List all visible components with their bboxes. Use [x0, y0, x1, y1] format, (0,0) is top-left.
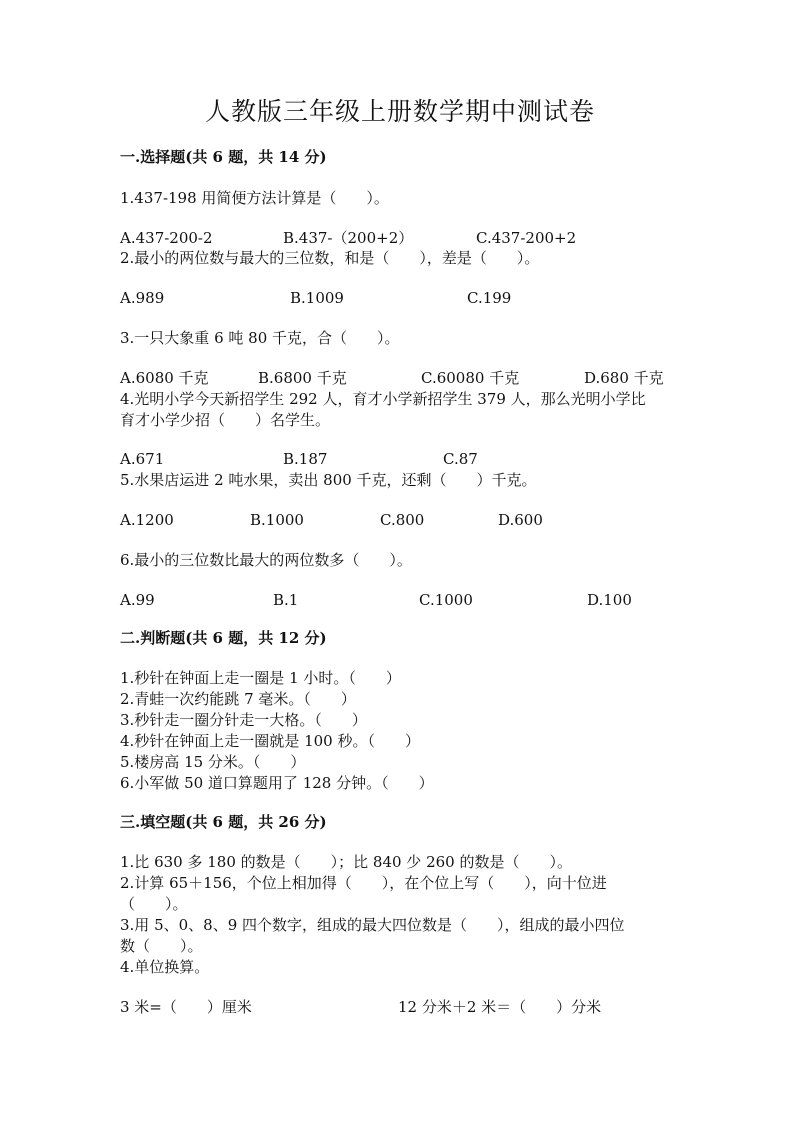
question-2: 2.最小的两位数与最大的三位数，和是（ ），差是（ ）。 — [120, 249, 540, 267]
q6-option-c: C.1000 — [419, 591, 473, 609]
q4-option-c: C.87 — [443, 450, 478, 468]
q4-option-b: B.187 — [283, 450, 328, 468]
question-1: 1.437-198 用简便方法计算是（ ）。 — [120, 189, 389, 207]
question-6: 6.最小的三位数比最大的两位数多（ ）。 — [120, 551, 412, 569]
judge-item-1: 1.秒针在钟面上走一圈是 1 小时。（ ） — [120, 669, 401, 687]
fill-line-1: 1.比 630 多 180 的数是（ ）；比 840 少 260 的数是（ ）。 — [120, 853, 572, 871]
q3-option-a: A.6080 千克 — [120, 369, 209, 387]
q6-option-b: B.1 — [273, 591, 299, 609]
q2-option-c: C.199 — [467, 289, 512, 307]
fill-line-4: 4.单位换算。 — [120, 958, 210, 976]
q3-option-d: D.680 千克 — [584, 369, 664, 387]
q2-option-a: A.989 — [120, 289, 165, 307]
q5-option-a: A.1200 — [120, 511, 174, 529]
judge-item-3: 3.秒针走一圈分针走一大格。（ ） — [120, 711, 367, 729]
judge-item-5: 5.楼房高 15 分米。（ ） — [120, 753, 306, 771]
section-heading-choice: 一.选择题(共 6 题，共 14 分) — [120, 148, 327, 166]
q6-option-d: D.100 — [587, 591, 632, 609]
question-3: 3.一只大象重 6 吨 80 千克，合（ ）。 — [120, 329, 400, 347]
judge-item-6: 6.小军做 50 道口算题用了 128 分钟。（ ） — [120, 774, 434, 792]
q5-option-b: B.1000 — [250, 511, 304, 529]
q5-option-d: D.600 — [498, 511, 543, 529]
q1-option-a: A.437-200-2 — [120, 229, 213, 247]
question-5: 5.水果店运进 2 吨水果，卖出 800 千克，还剩（ ）千克。 — [120, 471, 537, 489]
fill-line-3: 3.用 5、0、8、9 四个数字，组成的最大四位数是（ ），组成的最小四位 — [120, 916, 625, 934]
page-title: 人教版三年级上册数学期中测试卷 — [204, 97, 595, 126]
q3-option-b: B.6800 千克 — [258, 369, 347, 387]
section-heading-fill: 三.填空题(共 6 题，共 26 分) — [120, 813, 327, 831]
question-4-line1: 4.光明小学今天新招学生 292 人，育才小学新招学生 379 人，那么光明小学比 — [120, 390, 646, 408]
section-heading-judge: 二.判断题(共 6 题，共 12 分) — [120, 629, 327, 647]
question-4-line2: 育才小学少招（ ）名学生。 — [120, 411, 331, 429]
q2-option-b: B.1009 — [290, 289, 344, 307]
judge-item-4: 4.秒针在钟面上走一圈就是 100 秒。（ ） — [120, 732, 420, 750]
q5-option-c: C.800 — [380, 511, 425, 529]
q4-option-a: A.671 — [120, 450, 165, 468]
fill-line-2: 2.计算 65＋156，个位上相加得（ ），在个位上写（ ），向十位进 — [120, 874, 607, 892]
q6-option-a: A.99 — [120, 591, 155, 609]
q1-option-c: C.437-200+2 — [476, 229, 577, 247]
q3-option-c: C.60080 千克 — [421, 369, 520, 387]
q1-option-b: B.437-（200+2） — [283, 229, 414, 247]
fill-line-2-cont: （ ）。 — [120, 895, 188, 913]
judge-item-2: 2.青蛙一次约能跳 7 毫米。（ ） — [120, 690, 356, 708]
conversion-1: 3 米=（ ）厘米 — [120, 998, 252, 1016]
fill-line-3-cont: 数（ ）。 — [120, 937, 203, 955]
conversion-2: 12 分米＋2 米＝（ ）分米 — [398, 998, 602, 1016]
